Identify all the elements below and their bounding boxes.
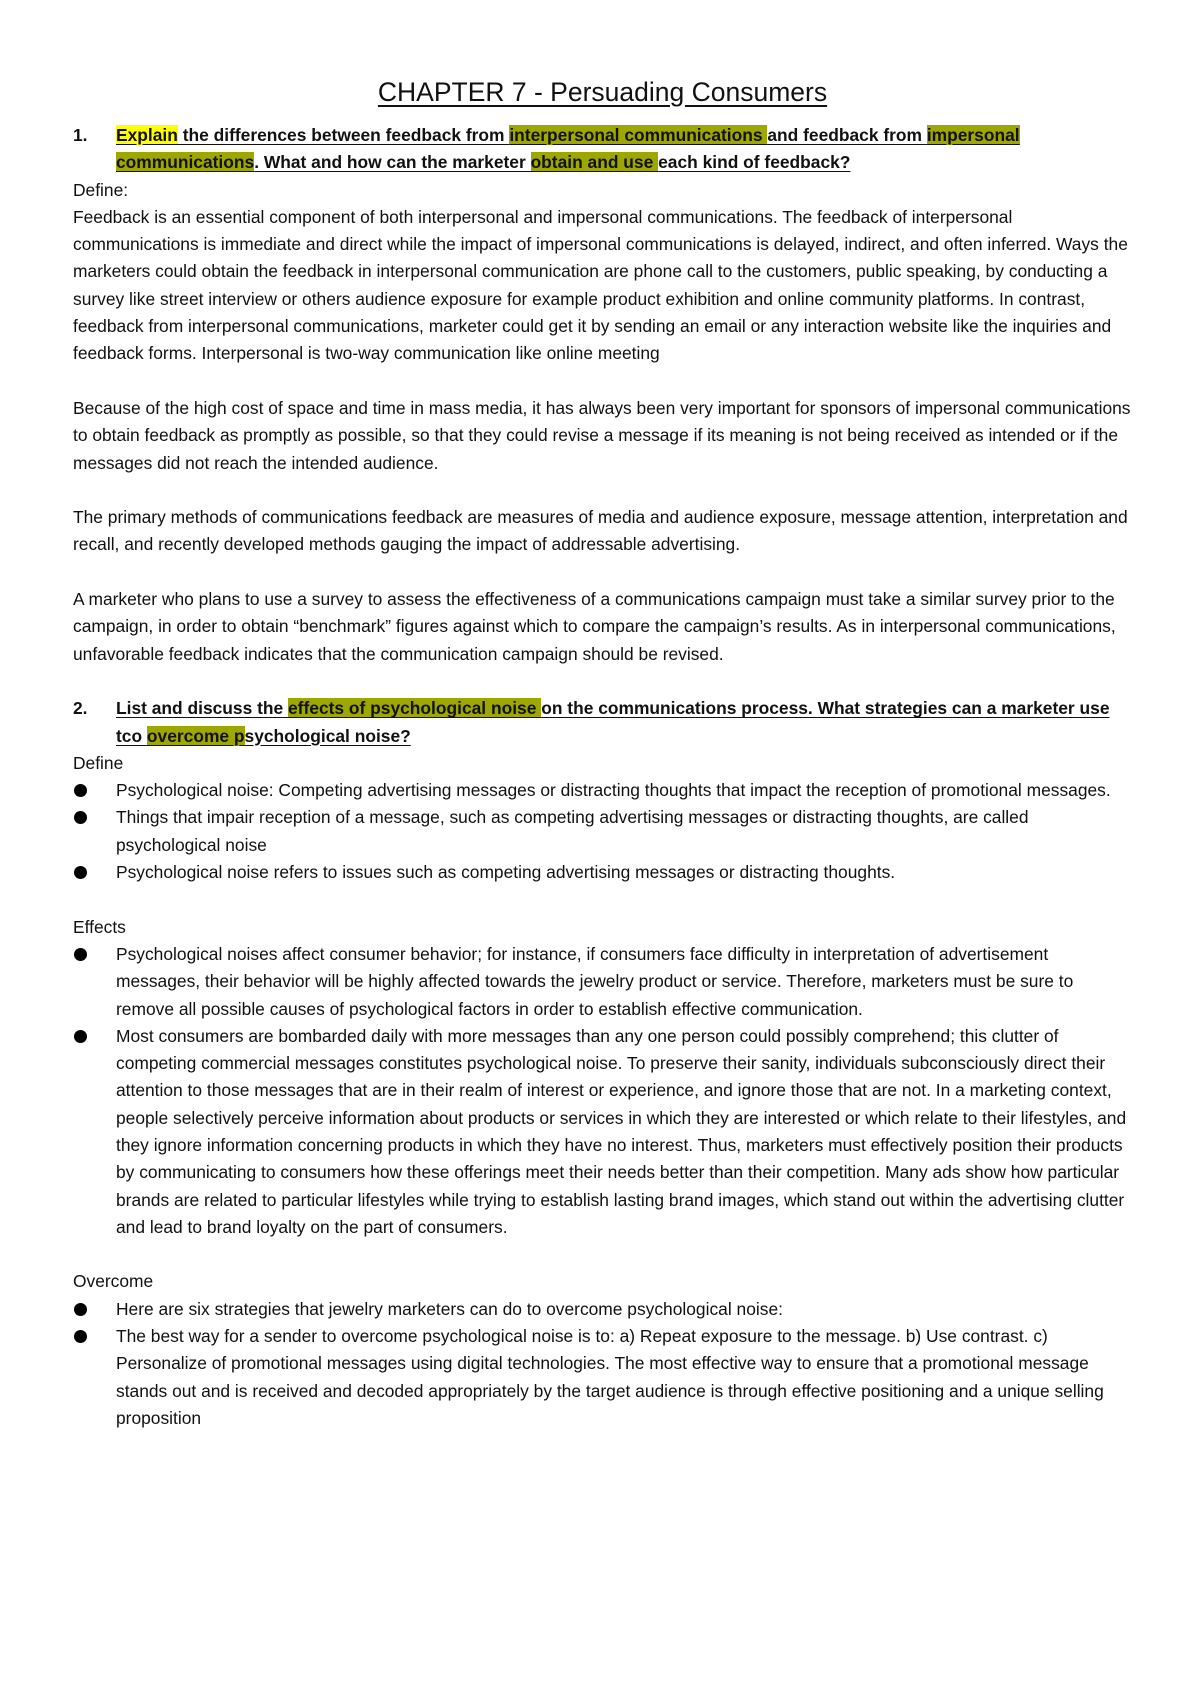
effects-bullet-list	[73, 941, 1132, 1241]
page-title: CHAPTER 7 - Persuading Consumers	[377, 77, 828, 107]
list-item: Most consumers are bombarded daily with more messages than any one person could possibly comprehend; this clutter of competing commercial messages constitutes psychological noise. To preserve their sanity, individuals subconsciously direct their attention to those messages that are in their realm of interest or experience, and ignore those that are not. In a marketing context, people selectively perceive information about products or services in which they are interested or which relate to their lifestyles, and they ignore information concerning products in which they have no interest. Thus, marketers must effectively position their products by communicating to consumers how these offerings meet their needs better than their competition. Many ads show how particular brands are related to particular lifestyles while trying to establish lasting brand images, which stand out within the advertising clutter and lead to brand loyalty on the part of consumers.	[73, 1023, 1132, 1241]
spacer	[73, 886, 1132, 913]
section-label-effects: Effects	[73, 916, 126, 937]
highlight-explain: Explain	[116, 125, 178, 145]
highlight-interpersonal: interpersonal communications	[509, 125, 768, 145]
paragraph: The primary methods of communications feedback are measures of media and audience exposure, message attention, interpretation and recall, and recently developed methods gauging the impact of addressable advertising.	[73, 507, 1128, 555]
highlight-overcome: overcome p	[146, 725, 245, 746]
question-1-text: and feedback from	[767, 125, 927, 145]
list-item: Psychological noise: Competing advertising messages or distracting thoughts that impact the reception of promotional messages.	[73, 777, 1132, 804]
question-2-text: on the communications process. What strategies can a marketer use tco	[116, 698, 1110, 746]
list-item: Here are six strategies that jewelry marketers can do to overcome psychological noise:	[73, 1296, 1132, 1323]
question-1-text: each kind of feedback?	[658, 152, 851, 173]
question-1-text: . What and how can the marketer	[254, 152, 531, 173]
question-1	[73, 122, 1132, 177]
spacer	[73, 1241, 1132, 1268]
highlight-obtain-use: obtain and use	[530, 152, 659, 173]
spacer	[73, 668, 1132, 695]
highlight-effects: effects of psychological noise	[288, 698, 542, 719]
paragraph: Because of the high cost of space and time in mass media, it has always been very important for sponsors of impersonal communications to obtain feedback as promptly as possible, so that they could revise a message if its meaning is not being received as intended or if the messages did not reach the intended audience.	[73, 397, 1131, 473]
define-bullet-list	[73, 777, 1132, 886]
section-label-define: Define:	[73, 179, 129, 200]
spacer	[73, 477, 1132, 504]
list-item: The best way for a sender to overcome psychological noise is to: a) Repeat exposure to the message. b) Use contrast. c) Personalize of promotional messages using digital technologies. The most effective way to ensure that a promotional message stands out and is received and decoded appropriately by the target audience is through effective positioning and a unique selling proposition	[73, 1323, 1132, 1432]
list-item: Psychological noise refers to issues such as competing advertising messages or distracting thoughts.	[73, 859, 1132, 886]
spacer	[73, 368, 1132, 395]
paragraph: A marketer who plans to use a survey to assess the effectiveness of a communications campaign must take a similar survey prior to the campaign, in order to obtain “benchmark” figures against which to compare the campaign’s results. As in interpersonal communications, unfavorable feedback indicates that the communication campaign should be revised.	[73, 589, 1116, 664]
section-label-define: Define	[73, 752, 124, 773]
section-label-overcome: Overcome	[73, 1271, 154, 1292]
question-1-text: the differences between feedback from	[177, 125, 510, 145]
overcome-bullet-list	[73, 1296, 1132, 1432]
spacer	[73, 559, 1132, 586]
question-2-text: List and discuss the	[116, 698, 289, 719]
list-item: Things that impair reception of a message, such as competing advertising messages or distracting thoughts, are called psychological noise	[73, 804, 1132, 859]
question-2	[73, 695, 1132, 750]
question-1-number: 1.	[73, 125, 88, 145]
paragraph: Feedback is an essential component of both interpersonal and impersonal communications. The feedback of interpersonal communications is immediate and direct while the impact of impersonal communications is delayed, indirect, and often inferred. Ways the marketers could obtain the feedback in interpersonal communication are phone call to the customers, public speaking, by conducting a survey like street interview or others audience exposure for example product exhibition and online community platforms. In contrast, feedback from interpersonal communications, marketer could get it by sending an email or any interaction website like the inquiries and feedback forms. Interpersonal is two-way communication like online meeting	[73, 206, 1128, 364]
question-2-text: sychological noise?	[244, 725, 411, 746]
question-2-number: 2.	[73, 698, 88, 719]
list-item: Psychological noises affect consumer behavior; for instance, if consumers face difficulty in interpretation of advertisement messages, their behavior will be highly affected towards the jewelry product or service. Therefore, marketers must be sure to remove all possible causes of psychological factors in order to establish effective communication.	[73, 941, 1132, 1023]
highlight-impersonal: impersonal communications	[116, 125, 1020, 173]
